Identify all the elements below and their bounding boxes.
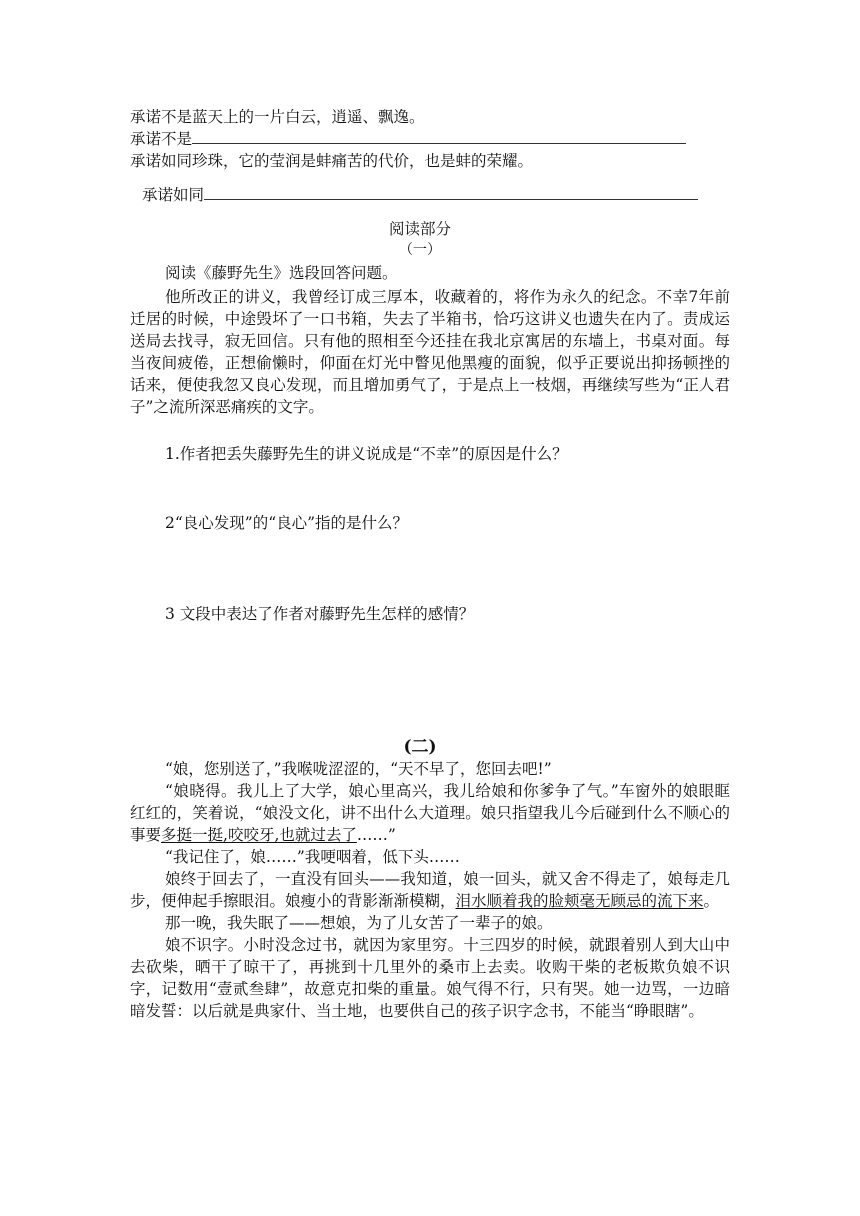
question-2: 2“良心发现”的“良心”指的是什么？ (165, 514, 409, 532)
answer-blank-2[interactable] (204, 184, 698, 200)
fill-in-line-2-prefix: 承诺不是 (130, 130, 193, 148)
fill-in-line-4-prefix: 承诺如同 (142, 186, 205, 204)
fill-in-line-2 (130, 128, 686, 150)
question-3: 3 文段中表达了作者对藤野先生怎样的感情？ (165, 605, 475, 623)
reading-section-title: 阅读部分 (388, 220, 451, 238)
part-1-intro: 阅读《藤野先生》选段回答问题。 (165, 264, 398, 282)
question-1: 1.作者把丢失藤野先生的讲义说成是“不幸”的原因是什么？ (165, 445, 568, 463)
part-2-paragraph-2-text-b: ……” (356, 826, 396, 844)
part-2-paragraph-5: 那一晚，我失眠了——想娘，为了儿女苦了一辈子的娘。 (165, 914, 553, 932)
part-2-label: (二) (403, 737, 437, 757)
fill-in-line-4 (142, 184, 698, 206)
part-2-paragraph-3: “我记住了，娘……”我哽咽着，低下头…… (165, 848, 460, 866)
underlined-phrase-1: 多挺一挺,咬咬牙,也就过去了 (161, 826, 357, 844)
underlined-phrase-2: 泪水顺着我的脸颊毫无顾忌的流下来 (455, 892, 704, 910)
fill-in-line-1: 承诺不是蓝天上的一片白云，逍遥、飘逸。 (130, 108, 425, 126)
part-1-passage-text: 他所改正的讲义，我曾经订成三厚本，收藏着的，将作为永久的纪念。不幸7年前迁居的时候，中途毁坏了一口书箱，失去了半箱书，恰巧这讲义也遗失在内了。责成运送局去找寻，寂无回信。只有他的照相至今还挂在我北京寓居的东墙上，书桌对面。每当夜间疲倦，正想偷懒时，仰面在灯光中瞥见他黑瘦的面貌，似乎正要说出抑扬顿挫的话来，便使我忽又良心发现，而且增加勇气了，于是点上一枝烟，再继续写些为“正人君子”之流所深恶痛疾的文字。 (130, 288, 730, 416)
part-2-paragraph-4 (130, 868, 730, 912)
part-1-label: （一） (399, 242, 441, 258)
part-2-paragraph-4-text-b: 。 (703, 892, 720, 910)
part-2-paragraph-2 (130, 780, 730, 846)
part-2-passage (130, 758, 730, 1022)
part-2-paragraph-2-text-a: “娘晓得。我儿上了大学，娘心里高兴，我儿给娘和你爹争了气。”车窗外的娘眼眶红红的，笑着说，“娘没文化，讲不出什么大道理。娘只指望我儿今后碰到什么不顺心的事要 (130, 782, 730, 844)
part-2-paragraph-6: 娘不识字。小时没念过书，就因为家里穷。十三四岁的时候，就跟着别人到大山中去砍柴，晒干了晾干了，再挑到十几里外的桑市上去卖。收购干柴的老板欺负娘不识字，记数用“壹贰叁肆”，故意克扣柴的重量。娘气得不行，只有哭。她一边骂，一边暗暗发誓：以后就是典家什、当土地，也要供自己的孩子识字念书，不能当“睁眼瞎”。 (130, 936, 730, 1020)
part-2-paragraph-1: “娘，您别送了，”我喉咙涩涩的，“天不早了，您回去吧!” (165, 760, 552, 778)
part-1-passage (130, 286, 730, 418)
fill-in-line-3: 承诺如同珍珠，它的莹润是蚌痛苦的代价，也是蚌的荣耀。 (130, 152, 534, 170)
part-2-paragraph-4-text-a: 娘终于回去了，一直没有回头——我知道，娘一回头，就又舍不得走了，娘每走几步，便伸起手擦眼泪。娘瘦小的背影渐渐模糊， (130, 870, 730, 910)
answer-blank-1[interactable] (192, 128, 686, 144)
